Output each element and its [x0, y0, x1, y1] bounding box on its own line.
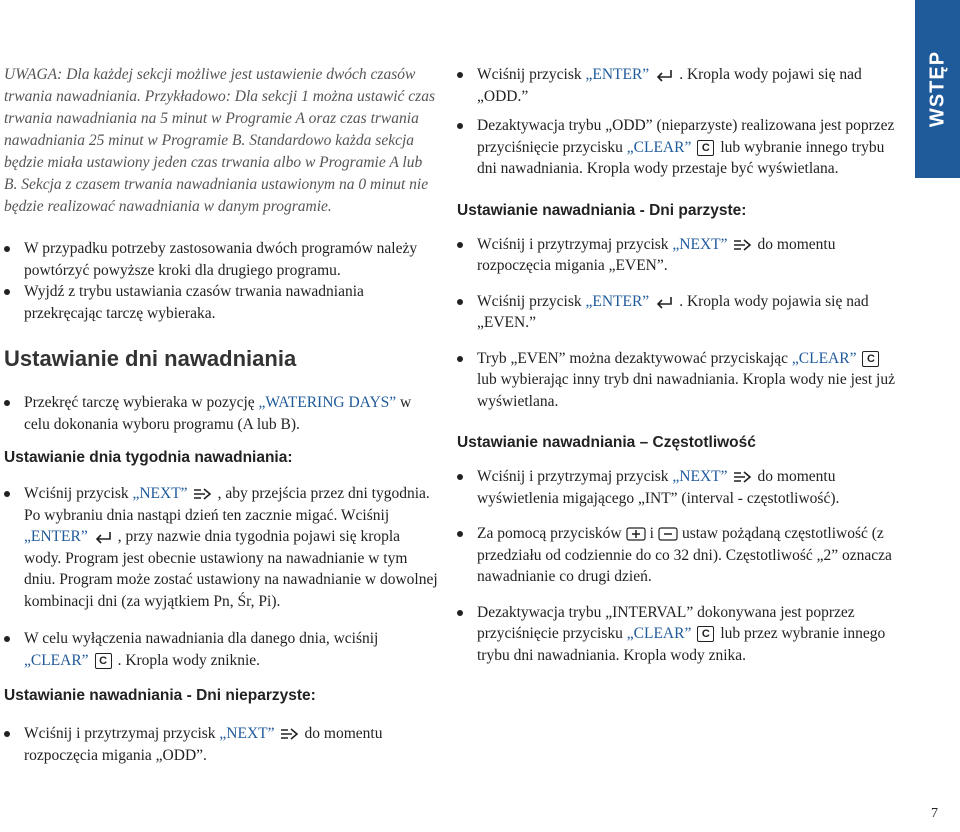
list-item-text: Wyjdź z trybu ustawiania czasów trwania nawadniania przekręcając tarczę wybieraka. [24, 283, 364, 322]
minus-key-icon [658, 527, 678, 541]
enter-key-icon [92, 530, 114, 544]
list-item-text: W celu wyłączenia nawadniania dla danego dnia, wciśnij [24, 630, 379, 647]
list-item-text: Wciśnij przycisk [477, 66, 582, 83]
list-item-text: ustaw pożądaną częstotliwość (z przedziału od codziennie do co 32 dni). Częstotliwość „2” oznacza nawadnianie co drugi dzień. [477, 525, 892, 585]
right-column [457, 64, 897, 666]
list-item [457, 466, 897, 509]
key-label: „CLEAR” [626, 625, 692, 642]
list-item-text: . Kropla wody pojawi się nad „ODD.” [477, 66, 862, 105]
subsection-heading: Ustawianie nawadniania – Częstotliwość [457, 434, 756, 451]
list-item [4, 238, 439, 281]
list-item [457, 523, 897, 588]
key-label: „NEXT” [219, 725, 275, 742]
list-item [4, 628, 439, 671]
key-label: „CLEAR” [626, 138, 692, 156]
list-item-text: w celu dokonania wyboru programu (A lub B). [24, 394, 412, 433]
list-item-text: lub wybranie innego trybu dni nawadniania. Kropla wody przestaje być wyświetlana. [477, 138, 885, 177]
list-item [457, 234, 897, 277]
section-heading: Ustawianie dni nawadniania [4, 346, 297, 371]
list-item-text: Wciśnij przycisk [24, 485, 129, 502]
list-item [457, 348, 897, 413]
enter-key-icon [653, 295, 675, 309]
clear-key-icon: C [862, 351, 879, 367]
next-key-icon [732, 238, 754, 252]
clear-key-icon: C [697, 626, 714, 642]
list-item [4, 723, 439, 766]
list-item-text: Wciśnij i przytrzymaj przycisk [477, 468, 669, 485]
clear-key-icon: C [697, 140, 714, 156]
subsection-heading: Ustawianie nawadniania - Dni nieparzyste: [4, 687, 316, 704]
list-item-text: . Kropla wody zniknie. [117, 651, 261, 669]
subsection-heading: Ustawianie nawadniania - Dni parzyste: [457, 201, 747, 219]
list-item [457, 64, 897, 107]
list-item [457, 115, 897, 180]
plus-key-icon [626, 527, 646, 541]
page-number: 7 [931, 806, 938, 821]
list-item-text: . Kropla wody pojawia się nad „EVEN.” [477, 292, 869, 331]
list-item-text: Wciśnij i przytrzymaj przycisk [477, 235, 669, 253]
list-item-text: Wciśnij i przytrzymaj przycisk [24, 725, 216, 742]
key-label: „ENTER” [585, 66, 650, 83]
key-label: „ENTER” [24, 528, 88, 545]
left-column [4, 64, 439, 766]
key-label: „ENTER” [585, 292, 650, 310]
list-item-text: i [649, 525, 654, 542]
key-label: „NEXT” [672, 235, 728, 253]
list-item [4, 483, 439, 612]
list-item [4, 392, 439, 435]
list-item [457, 602, 897, 667]
section-tab-label: WSTĘP [926, 50, 948, 128]
list-item-text: do momentu rozpoczęcia migania „ODD”. [24, 725, 383, 764]
list-item [457, 291, 897, 334]
key-label: „NEXT” [672, 468, 728, 485]
list-item-text: Przekręć tarczę wybieraka w pozycję [24, 394, 255, 411]
next-key-icon [279, 727, 301, 741]
list-item-text: Dezaktywacja trybu „INTERVAL” dokonywana jest poprzez przyciśnięcie przycisku [477, 603, 855, 642]
list-item-text: lub przez wybranie innego trybu dni nawadniania. Kropla wody znika. [477, 625, 886, 664]
enter-key-icon [653, 68, 675, 82]
list-item-text: W przypadku potrzeby zastosowania dwóch programów należy powtórzyć powyższe kroki dla drugiego programu. [24, 240, 418, 279]
next-key-icon [192, 487, 214, 501]
next-key-icon [732, 470, 754, 484]
section-tab [915, 0, 960, 178]
note-paragraph: UWAGA: Dla każdej sekcji możliwe jest ustawienie dwóch czasów trwania nawadniania. Przykładowo: Dla sekcji 1 można ustawić czas trwania nawadniania na 5 minut w Programie A oraz czas trwania nawadniania 25 minut w Programie B. Standardowo każda sekcja będzie miała ustawiony jeden czas trwania albo w Programie A lub B. Sekcja z czasem trwania nawadniania ustawionym na 0 minut nie będzie realizować nawadniania w danym programie. [4, 66, 435, 215]
list-item-text: do momentu wyświetlenia migającego „INT” (interval - częstotliwość). [477, 468, 840, 507]
list-item [4, 281, 439, 324]
list-item-text: Dezaktywacja trybu „ODD” (nieparzyste) realizowana jest poprzez przyciśnięcie przycisku [477, 117, 895, 156]
subsection-heading: Ustawianie dnia tygodnia nawadniania: [4, 449, 293, 466]
list-item-text: Tryb „EVEN” można dezaktywować przyciskając [477, 349, 789, 367]
list-item-text: do momentu rozpoczęcia migania „EVEN”. [477, 235, 836, 274]
clear-key-icon: C [95, 653, 112, 669]
list-item-text: , przy nazwie dnia tygodnia pojawi się kropla wody. Program jest obecnie ustawiony na nawadnianie w tym dniu. Program może zostać ustawiony na nawadnianie w dowolnej kombinacji dni (za wyjątkiem Pn, Śr, Pi). [24, 528, 438, 610]
list-item-text: Wciśnij przycisk [477, 292, 582, 310]
list-item-text: lub wybierając inny tryb dni nawadniania. Kropla wody nie jest już wyświetlana. [477, 371, 895, 410]
key-label: „CLEAR” [24, 651, 89, 669]
key-label: „NEXT” [132, 485, 188, 502]
list-item-text: , aby przejścia przez dni tygodnia. Po wybraniu dnia nastąpi dzień ten zacznie migać. Wciśnij [24, 485, 430, 524]
dial-position-label: „WATERING DAYS” [258, 394, 397, 411]
list-item-text: Za pomocą przycisków [477, 525, 622, 542]
key-label: „CLEAR” [791, 349, 857, 367]
